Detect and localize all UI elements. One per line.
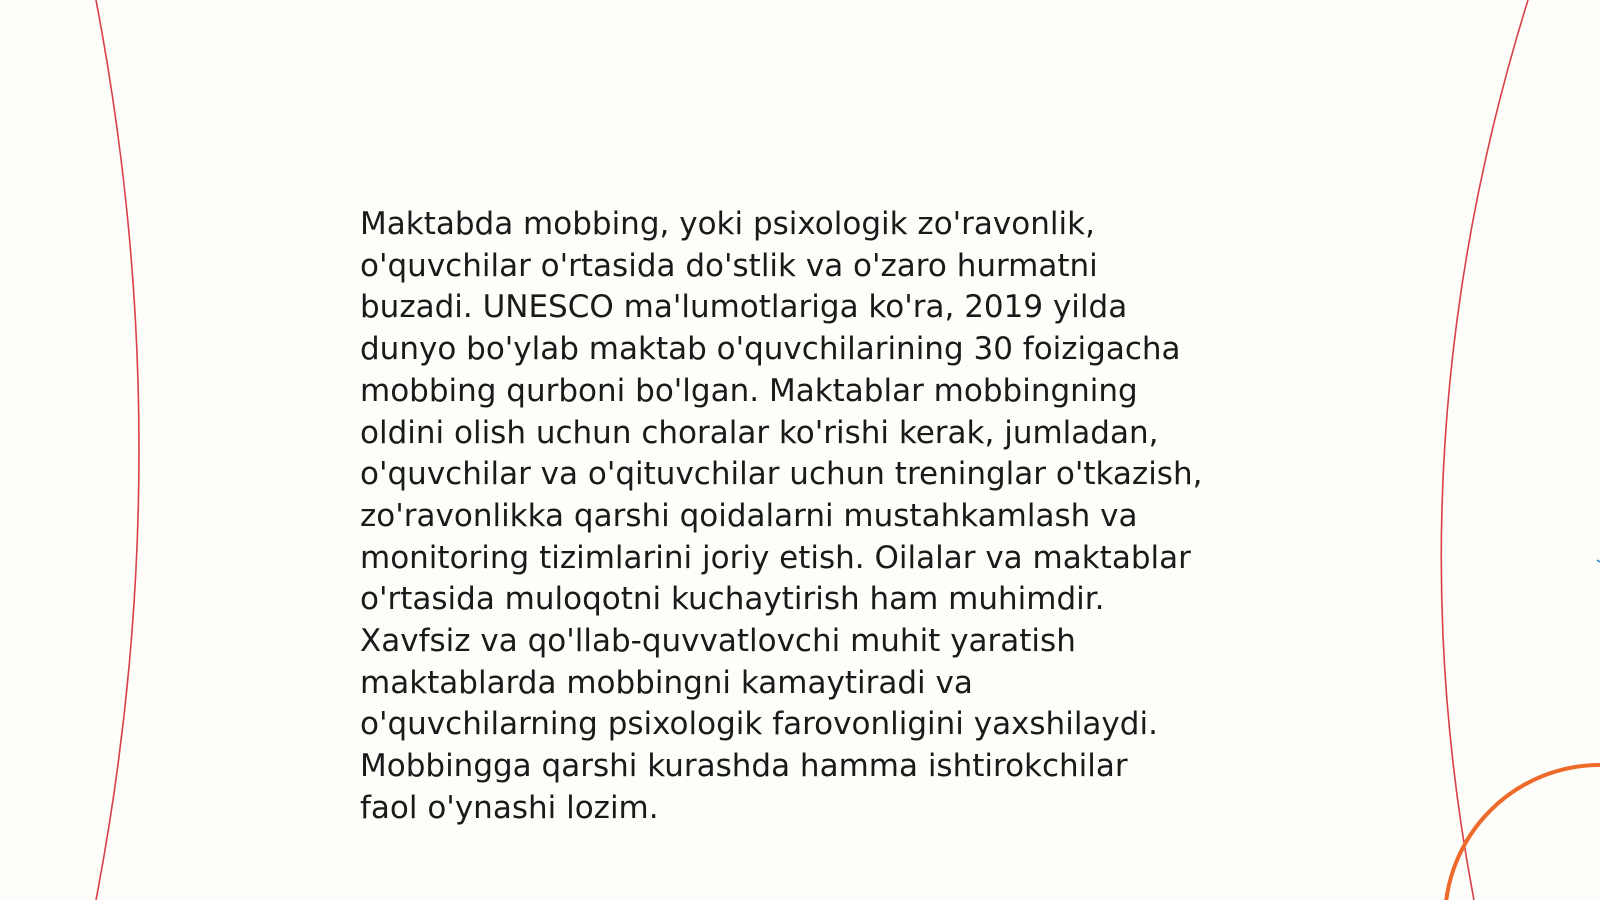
left-curve-line bbox=[96, 0, 139, 900]
orange-arc bbox=[1445, 765, 1600, 900]
right-curve-line bbox=[1441, 0, 1528, 900]
slide-body-text: Maktabda mobbing, yoki psixologik zo'ravonlik, o'quvchilar o'rtasida do'stlik va o'zaro hurmatni buzadi. UNESCO ma'lumotlariga ko'ra, 2019 yilda dunyo bo'ylab maktab o'quvchilarining 30 foizigacha mobbing qurboni bo'lgan. Maktablar mobbingning oldini olish uchun choralar ko'rishi kerak, jumladan, o'quvchilar va o'qituvchilar uchun treninglar o'tkazish, zo'ravonlikka qarshi qoidalarni mustahkamlash va monitoring tizimlarini joriy etish. Oilalar va maktablar o'rtasida muloqotni kuchaytirish ham muhimdir. Xavfsiz va qo'llab-quvvatlovchi muhit yaratish maktablarda mobbingni kamaytiradi va o'quvchilarning psixologik farovonligini yaxshilaydi. Mobbingga qarshi kurashda hamma ishtirokchilar faol o'ynashi lozim. bbox=[360, 206, 1203, 826]
